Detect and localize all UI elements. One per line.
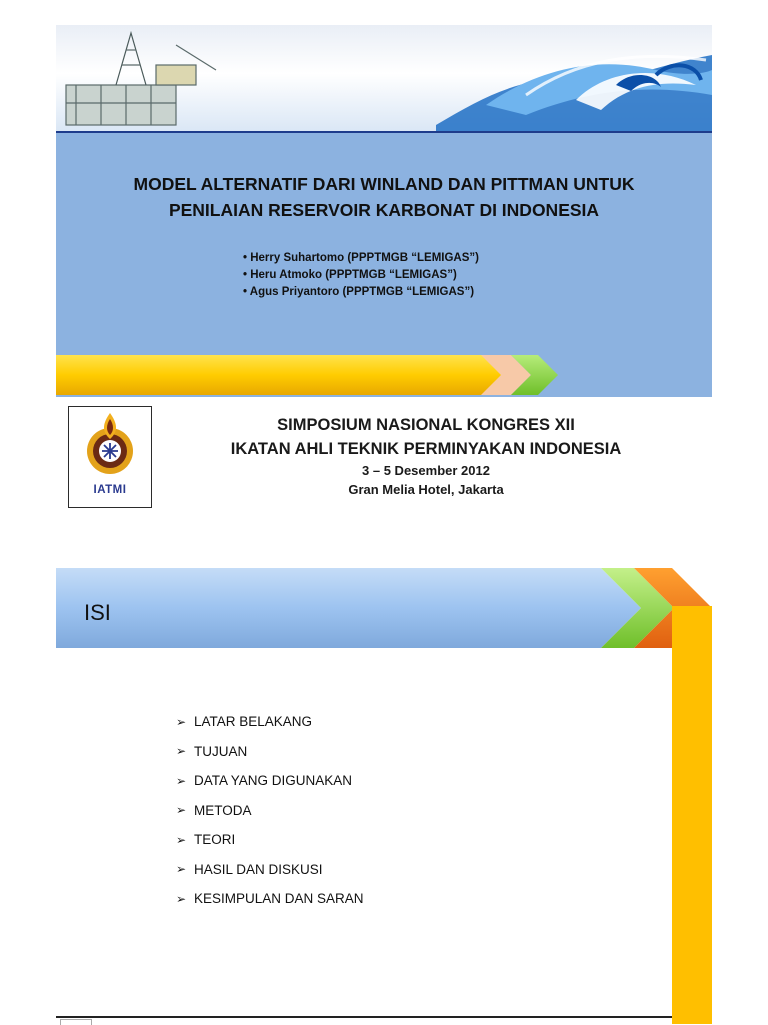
list-item [176, 855, 364, 885]
author-list [243, 250, 479, 301]
footer-divider [56, 1016, 672, 1018]
author-item: • Herry Suhartomo (PPPTMGB “LEMIGAS”) [243, 252, 479, 264]
slide-heading: ISI [84, 600, 111, 625]
contents-slide [56, 566, 712, 1024]
yellow-chevron [56, 355, 506, 395]
footer-tab [60, 1019, 92, 1025]
banner-divider [56, 131, 712, 133]
arrow-bullet-icon: ➢ [176, 891, 187, 906]
list-item-label: TUJUAN [194, 743, 248, 759]
oil-rig-icon [66, 33, 216, 125]
title-slide [56, 25, 712, 397]
list-item-label: METODA [194, 802, 252, 818]
banner-illustration [56, 25, 712, 133]
presentation-title [56, 171, 712, 223]
title-line-1: MODEL ALTERNATIF DARI WINLAND DAN PITTMAN UNTUK [133, 174, 635, 194]
author-item: • Agus Priyantoro (PPPTMGB “LEMIGAS”) [243, 286, 475, 298]
iatmi-emblem-icon [69, 407, 151, 485]
list-item-label: HASIL DAN DISKUSI [194, 861, 323, 877]
arrow-bullet-icon: ➢ [176, 832, 187, 847]
heading-band [56, 566, 712, 650]
list-item-label: TEORI [194, 832, 236, 848]
chevron-progress-bar [56, 355, 712, 397]
blue-chevron [56, 568, 641, 648]
symposium-info [156, 413, 696, 499]
table-of-contents [176, 707, 364, 914]
event-venue: Gran Melia Hotel, Jakarta [348, 482, 504, 497]
list-item-label: KESIMPULAN DAN SARAN [194, 891, 364, 907]
list-item [176, 825, 364, 855]
list-item-label: DATA YANG DIGUNAKAN [194, 773, 353, 789]
association-name: IKATAN AHLI TEKNIK PERMINYAKAN INDONESIA [230, 440, 622, 458]
iatmi-logo [68, 406, 152, 508]
arrow-bullet-icon: ➢ [176, 744, 187, 759]
arrow-bullet-icon: ➢ [176, 773, 187, 788]
yellow-side-rail [672, 606, 712, 1024]
arrow-bullet-icon: ➢ [176, 803, 187, 818]
list-item [176, 796, 364, 826]
list-item [176, 737, 364, 767]
logo-text: IATMI [93, 484, 127, 496]
list-item [176, 766, 364, 796]
arrow-bullet-icon: ➢ [176, 714, 187, 729]
oil-rig-wave-banner [56, 25, 712, 133]
list-item [176, 707, 364, 737]
title-line-2: PENILAIAN RESERVOIR KARBONAT DI INDONESIA [168, 200, 600, 220]
list-item [176, 884, 364, 914]
list-item-label: LATAR BELAKANG [194, 714, 313, 730]
author-item: • Heru Atmoko (PPPTMGB “LEMIGAS”) [243, 269, 457, 281]
arrow-bullet-icon: ➢ [176, 862, 187, 877]
event-date: 3 – 5 Desember 2012 [362, 463, 490, 478]
symposium-title: SIMPOSIUM NASIONAL KONGRES XII [277, 416, 575, 434]
symposium-header [56, 397, 712, 515]
